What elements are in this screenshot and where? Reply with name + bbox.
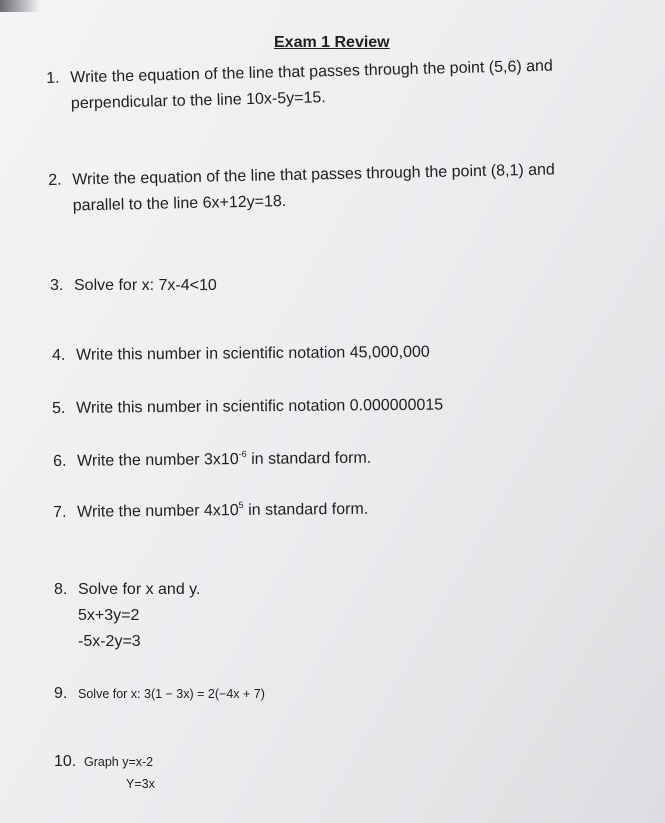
question-text-continued: perpendicular to the line 10x-5y=15. [70, 89, 326, 113]
photo-corner-shadow [0, 0, 40, 12]
question-10 [54, 749, 155, 793]
question-6 [53, 446, 371, 475]
question-4 [52, 340, 430, 369]
equation-2: -5x-2y=3 [78, 633, 141, 650]
question-3 [50, 273, 217, 299]
question-text: Solve for x and y. [78, 581, 201, 598]
question-text: Write the number 4x10 [77, 502, 239, 521]
question-number: 6. [53, 452, 67, 470]
question-text-suffix: in standard form. [243, 500, 369, 520]
question-2 [48, 157, 556, 220]
question-text: Write this number in scientific notation 45,000,000 [76, 343, 430, 364]
question-1 [46, 54, 554, 118]
question-text: Write the equation of the line that passes through the point (8,1) and [72, 161, 556, 189]
question-text: Solve for x: 3(1 − 3x) = 2(−4x + 7) [78, 687, 265, 701]
question-number: 7. [53, 503, 67, 521]
question-text: Graph y=x-2 [84, 755, 154, 769]
question-7 [53, 497, 368, 526]
question-text: Solve for x: 7x-4<10 [74, 277, 217, 294]
question-number: 1. [46, 69, 60, 87]
question-text: Write this number in scientific notation 0.000000015 [76, 396, 444, 417]
question-5 [52, 393, 443, 422]
question-number: 5. [52, 399, 66, 417]
equation-1: 5x+3y=2 [78, 607, 140, 624]
question-text: Write the equation of the line that passes through the point (5,6) and [70, 57, 554, 87]
question-text: Write the number 3x10 [77, 451, 239, 470]
question-number: 2. [48, 171, 62, 189]
exponent: 5 [238, 500, 244, 511]
question-number: 4. [52, 346, 66, 364]
question-text-continued: parallel to the line 6x+12y=18. [72, 193, 287, 215]
equation-2: Y=3x [126, 777, 155, 791]
question-8 [54, 577, 200, 655]
page-title: Exam 1 Review [274, 34, 390, 51]
question-number: 3. [50, 277, 64, 294]
question-number: 8. [54, 581, 68, 598]
question-number: 9. [54, 685, 68, 702]
question-text-suffix: in standard form. [246, 449, 372, 468]
exponent: -6 [238, 448, 247, 460]
question-9 [54, 681, 265, 707]
question-number: 10. [54, 753, 77, 770]
